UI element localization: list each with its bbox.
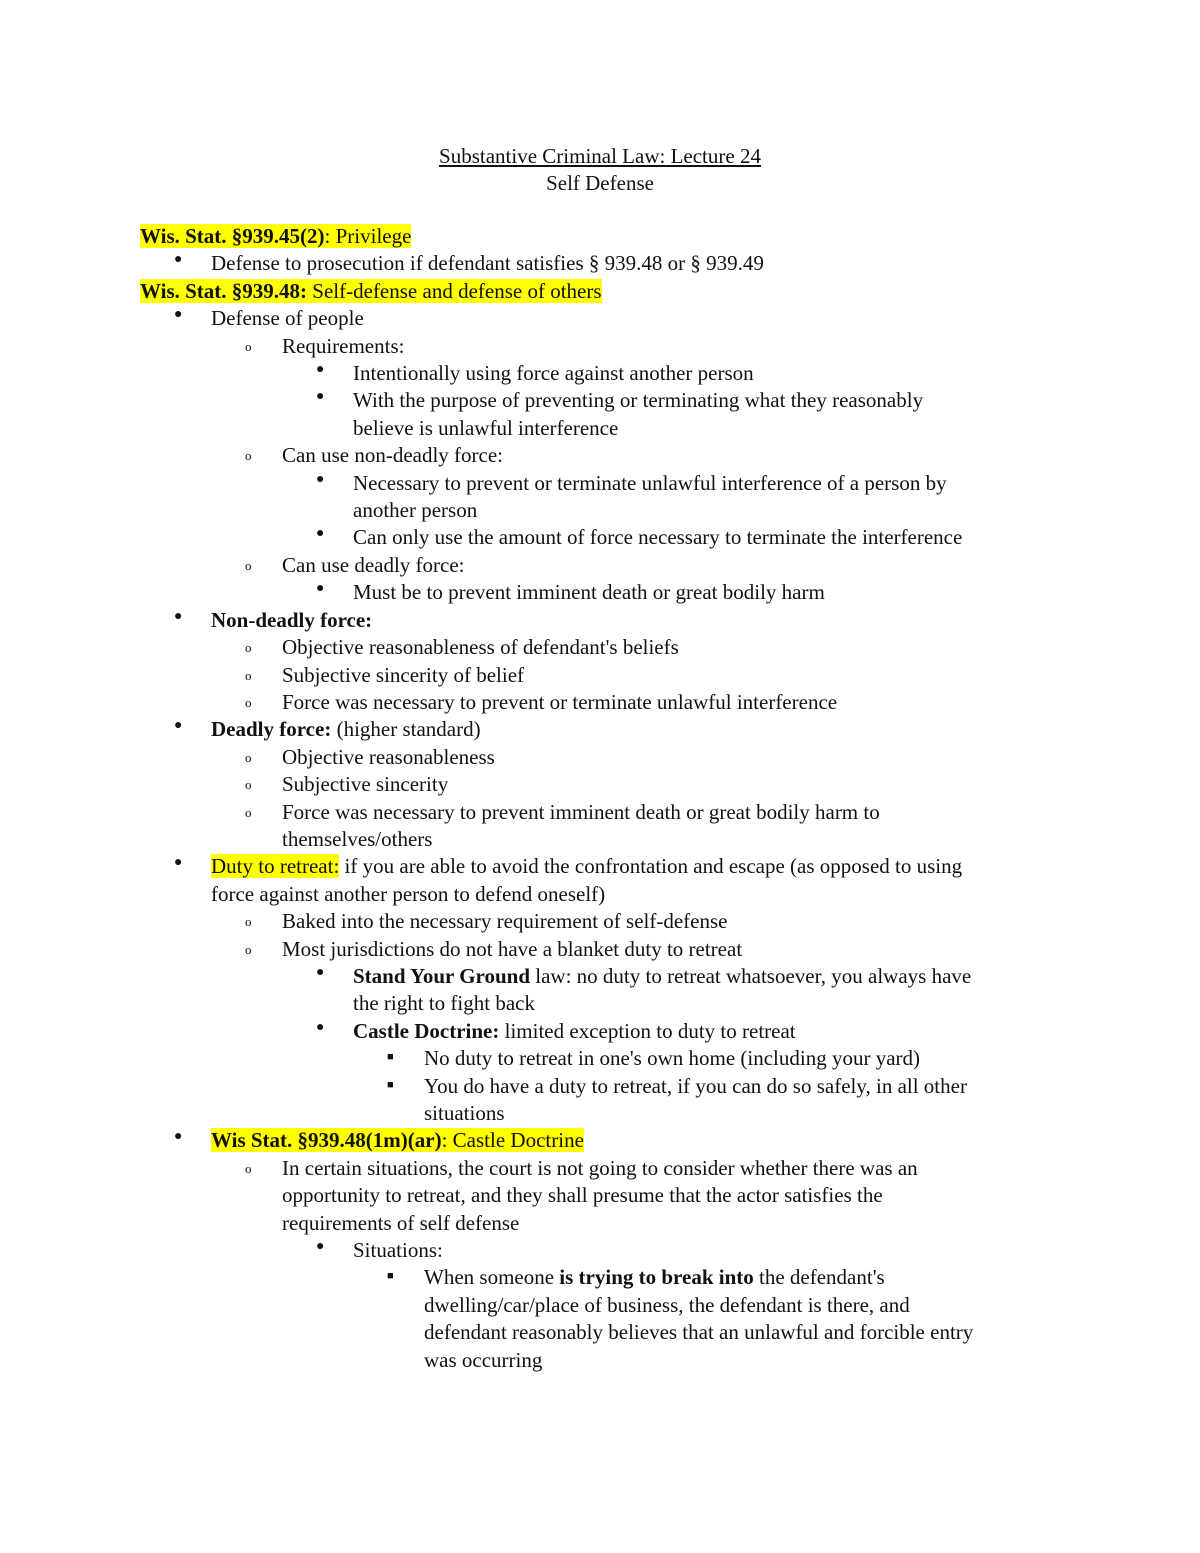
list-item-text: Intentionally using force against another person [353, 361, 754, 386]
list-item [140, 936, 1070, 963]
bullet-dot-icon: ● [174, 307, 183, 323]
list-item-text: Objective reasonableness of defendant's beliefs [282, 635, 679, 660]
list-item-text: the right to fight back [353, 991, 535, 1016]
bullet-dot-icon: ● [174, 608, 183, 624]
list-item [140, 771, 1070, 798]
statute-citation: Wis Stat. §939.48(1m)(ar) [211, 1128, 442, 1153]
bullet-dot-icon: ● [316, 526, 325, 542]
list-item [140, 853, 1070, 880]
list-item [140, 1018, 1070, 1045]
list-item [140, 1127, 1070, 1154]
list-item-text: law: no duty to retreat whatsoever, you always have [530, 963, 972, 988]
list-item-text: You do have a duty to retreat, if you can do so safely, in all other [424, 1073, 967, 1098]
bullet-circle-icon: o [245, 448, 252, 464]
bullet-circle-icon: o [245, 1160, 252, 1176]
highlight [211, 1128, 584, 1152]
heading-self-defense [140, 278, 1070, 305]
bullet-dot-icon: ● [316, 471, 325, 487]
list-item [140, 333, 1070, 360]
list-item-text: the defendant's [753, 1265, 885, 1290]
list-item [140, 908, 1070, 935]
list-item-text: Can only use the amount of force necessary to terminate the interference [353, 525, 963, 550]
list-item-text: No duty to retreat in one's own home (including your yard) [424, 1046, 921, 1071]
list-item-text: Objective reasonableness [282, 744, 495, 769]
list-item-text: situations [424, 1101, 505, 1125]
list-item [140, 305, 1070, 332]
list-item-text: believe is unlawful interference [353, 415, 619, 440]
list-item-text: In certain situations, the court is not going to consider whether there was an [282, 1155, 918, 1180]
list-item [140, 470, 1070, 497]
bullet-dot-icon: ● [316, 964, 325, 980]
term-label: Deadly force: [211, 717, 332, 742]
list-item [140, 552, 1070, 579]
list-item-text: Most jurisdictions do not have a blanket duty to retreat [282, 936, 743, 961]
list-item-continuation [140, 1319, 1070, 1346]
list-item-continuation [140, 1347, 1070, 1374]
bullet-circle-icon: o [245, 667, 252, 683]
list-item-text: Force was necessary to prevent or terminate unlawful interference [282, 689, 838, 714]
list-item [140, 689, 1070, 716]
list-item [140, 799, 1070, 826]
list-item-text: force against another person to defend oneself) [211, 881, 606, 906]
term-label: Non-deadly force: [211, 607, 373, 632]
term-label-highlighted: Duty to retreat: [211, 854, 340, 879]
list-item-continuation [140, 1100, 1070, 1127]
emphasis-text: is trying to break into [559, 1265, 754, 1290]
statute-citation: Wis. Stat. §939.45(2) [140, 224, 325, 248]
list-item [140, 360, 1070, 387]
list-item-text: another person [353, 498, 478, 523]
title-line-1: Substantive Criminal Law: Lecture 24 [439, 144, 761, 168]
title-line-2: Self Defense [546, 171, 654, 195]
bullet-dot-icon: ● [316, 362, 325, 378]
bullet-circle-icon: o [245, 338, 252, 354]
term-label: Stand Your Ground [353, 963, 531, 988]
bullet-square-icon: ■ [387, 1270, 394, 1283]
list-item [140, 442, 1070, 469]
bullet-dot-icon: ● [174, 252, 183, 268]
list-item [140, 963, 1070, 990]
list-item-continuation [140, 497, 1070, 524]
list-item-text: Necessary to prevent or terminate unlawful interference of a person by [353, 470, 947, 495]
document-title [0, 143, 1200, 197]
bullet-dot-icon: ● [174, 1129, 183, 1145]
list-item-text: Situations: [353, 1238, 443, 1263]
bullet-circle-icon: o [245, 640, 252, 656]
bullet-circle-icon: o [245, 777, 252, 793]
list-item-text: opportunity to retreat, and they shall presume that the actor satisfies the [282, 1183, 883, 1208]
list-item-text: Subjective sincerity [282, 772, 449, 797]
bullet-circle-icon: o [245, 694, 252, 710]
list-item-continuation [140, 1210, 1070, 1237]
list-item-text: (higher standard) [331, 717, 481, 742]
list-item-text: Force was necessary to prevent imminent death or great bodily harm to [282, 799, 880, 824]
list-item [140, 579, 1070, 606]
bullet-dot-icon: ● [316, 581, 325, 597]
list-item-text: themselves/others [282, 826, 433, 851]
bullet-circle-icon: o [245, 804, 252, 820]
list-item [140, 524, 1070, 551]
heading-privilege [140, 223, 1070, 250]
list-item [140, 607, 1070, 634]
list-item-text: With the purpose of preventing or terminating what they reasonably [353, 388, 924, 413]
list-item-text: Must be to prevent imminent death or great bodily harm [353, 580, 825, 605]
list-item-text: limited exception to duty to retreat [499, 1018, 796, 1043]
list-item [140, 744, 1070, 771]
bullet-circle-icon: o [245, 941, 252, 957]
list-item-text: Subjective sincerity of belief [282, 662, 525, 687]
bullet-circle-icon: o [245, 557, 252, 573]
list-item-text: requirements of self defense [282, 1210, 520, 1235]
list-item [140, 1264, 1070, 1291]
bullet-dot-icon: ● [174, 855, 183, 871]
highlight [140, 279, 602, 303]
list-item-continuation [140, 1292, 1070, 1319]
list-item-continuation [140, 415, 1070, 442]
list-item-continuation [140, 826, 1070, 853]
bullet-square-icon: ■ [387, 1051, 394, 1064]
notes-body [140, 223, 1070, 1374]
heading-text: Self-defense and defense of others [307, 278, 602, 303]
list-item-text: Requirements: [282, 333, 405, 358]
list-item-continuation [140, 990, 1070, 1017]
list-item-continuation [140, 881, 1070, 908]
list-item-text: Can use non-deadly force: [282, 443, 504, 468]
bullet-circle-icon: o [245, 749, 252, 765]
list-item [140, 716, 1070, 743]
list-item-text: was occurring [424, 1347, 543, 1372]
list-item-text: Baked into the necessary requirement of self-defense [282, 909, 728, 934]
list-item [140, 1155, 1070, 1182]
highlight [140, 224, 411, 248]
list-item-text: if you are able to avoid the confrontation and escape (as opposed to using [339, 854, 963, 879]
list-item-text: Can use deadly force: [282, 552, 465, 577]
list-item [140, 662, 1070, 689]
bullet-dot-icon: ● [316, 1019, 325, 1035]
list-item [140, 1045, 1070, 1072]
list-item [140, 634, 1070, 661]
bullet-dot-icon: ● [316, 1239, 325, 1255]
list-item-text: Defense to prosecution if defendant satisfies § 939.48 or § 939.49 [211, 251, 764, 276]
bullet-square-icon: ■ [387, 1078, 394, 1091]
list-item-text: When someone [424, 1265, 560, 1290]
term-label: Castle Doctrine: [353, 1018, 500, 1043]
list-item [140, 1073, 1070, 1100]
list-item [140, 1237, 1070, 1264]
list-item-continuation [140, 1182, 1070, 1209]
heading-text: : Privilege [324, 224, 412, 248]
list-item [140, 387, 1070, 414]
list-item [140, 250, 1070, 277]
bullet-circle-icon: o [245, 914, 252, 930]
bullet-dot-icon: ● [174, 718, 183, 734]
bullet-dot-icon: ● [316, 389, 325, 405]
list-item-text: Defense of people [211, 306, 364, 331]
list-item-text: dwelling/car/place of business, the defendant is there, and [424, 1292, 910, 1317]
statute-citation: Wis. Stat. §939.48: [140, 278, 308, 303]
heading-text: : Castle Doctrine [441, 1128, 584, 1153]
list-item-text: defendant reasonably believes that an unlawful and forcible entry [424, 1320, 974, 1345]
